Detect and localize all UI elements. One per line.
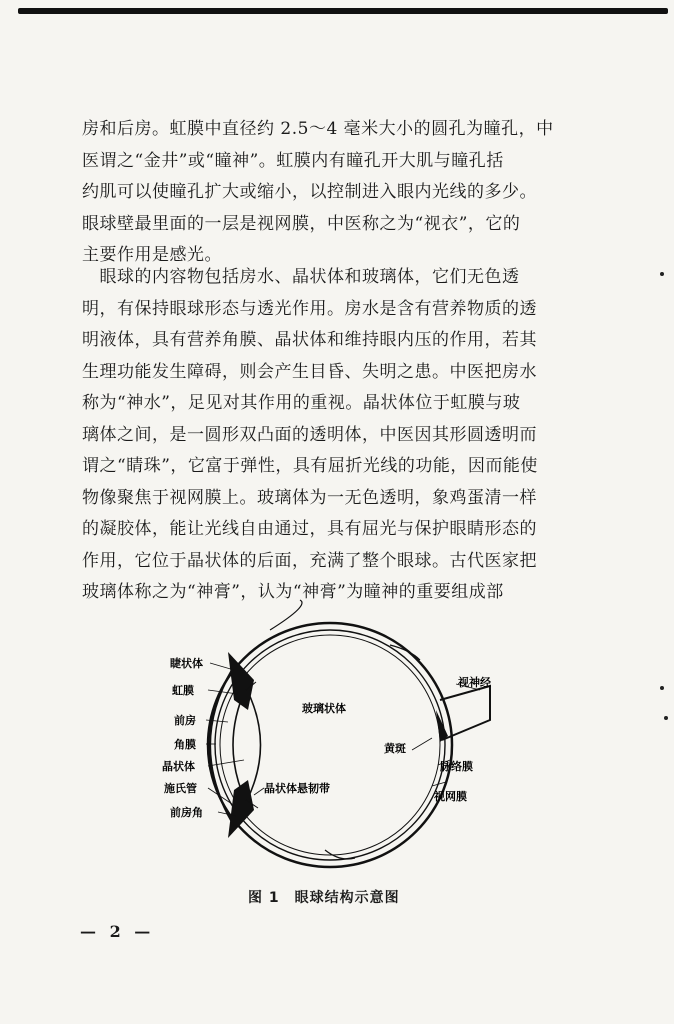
text-line: 谓之“睛珠”，它富于弹性，具有屈折光线的功能，因而能使 xyxy=(82,456,538,476)
text-line: 明液体，具有营养角膜、晶状体和维持眼内压的作用，若其 xyxy=(82,330,537,350)
top-rule xyxy=(18,8,668,14)
text-line: 物像聚焦于视网膜上。玻璃体为一无色透明，象鸡蛋清一样 xyxy=(82,487,537,508)
scan-speck xyxy=(660,686,664,690)
text-line: 房和后房。虹膜中直径约 2.5～4 毫米大小的圆孔为瞳孔，中 xyxy=(82,119,554,139)
page-number: — 2 — xyxy=(80,922,155,941)
eye-diagram-svg xyxy=(150,590,530,880)
paragraph-1 xyxy=(82,114,602,272)
text-line: 作用，它位于晶状体的后面，充满了整个眼球。古代医家把 xyxy=(82,550,537,571)
leader-line xyxy=(208,788,232,804)
label-schlemm-canal: 施氏管 xyxy=(164,782,197,795)
scan-speck xyxy=(660,272,664,276)
label-vitreous: 玻璃状体 xyxy=(302,702,346,715)
text-line: 医谓之“金井”或“瞳神”。虹膜内有瞳孔开大肌与瞳孔括 xyxy=(82,150,504,171)
eye-diagram xyxy=(150,590,530,880)
paragraph-2 xyxy=(82,262,602,609)
label-lens: 晶状体 xyxy=(162,760,195,773)
text-line: 眼球的内容物包括房水、晶状体和玻璃体，它们无色透 xyxy=(82,267,520,287)
label-zonule: 晶状体悬韧带 xyxy=(264,782,330,795)
label-choroid: 脉络膜 xyxy=(440,760,473,773)
text-line: 玻璃体称之为“神膏”，认为“神膏”为瞳神的重要组成部 xyxy=(82,582,504,602)
label-macula: 黄斑 xyxy=(384,742,406,755)
text-line: 璃体之间，是一圆形双凸面的透明体，中医因其形圆透明而 xyxy=(82,424,537,445)
text-line: 约肌可以使瞳孔扩大或缩小，以控制进入眼内光线的多少。 xyxy=(82,182,537,202)
label-cornea: 角膜 xyxy=(174,738,196,751)
text-line: 称为“神水”，足见对其作用的重视。晶状体位于虹膜与玻 xyxy=(82,393,521,413)
label-retina: 视网膜 xyxy=(434,790,467,803)
leader-line xyxy=(412,738,432,750)
label-iris: 虹膜 xyxy=(172,684,194,697)
text-line: 明，有保持眼球形态与透光作用。房水是含有营养物质的透 xyxy=(82,298,537,319)
label-chamber-angle: 前房角 xyxy=(170,806,203,819)
text-line: 眼球壁最里面的一层是视网膜，中医称之为“视衣”，它的 xyxy=(82,213,521,234)
leader-line xyxy=(254,788,264,795)
optic-disc xyxy=(436,710,448,742)
label-optic-nerve: 视神经 xyxy=(458,676,491,689)
label-ciliary-body: 睫状体 xyxy=(170,657,203,670)
label-anterior-chamber: 前房 xyxy=(174,714,196,727)
text-line: 生理功能发生障碍，则会产生目昏、失明之患。中医把房水 xyxy=(82,361,537,382)
scan-speck xyxy=(664,716,668,720)
figure-caption: 图 1 眼球结构示意图 xyxy=(248,890,400,906)
text-line: 主要作用是感光。 xyxy=(82,245,222,265)
text-line: 的凝胶体，能让光线自由通过，具有屈光与保护眼睛形态的 xyxy=(82,519,537,539)
vessel xyxy=(270,600,302,630)
